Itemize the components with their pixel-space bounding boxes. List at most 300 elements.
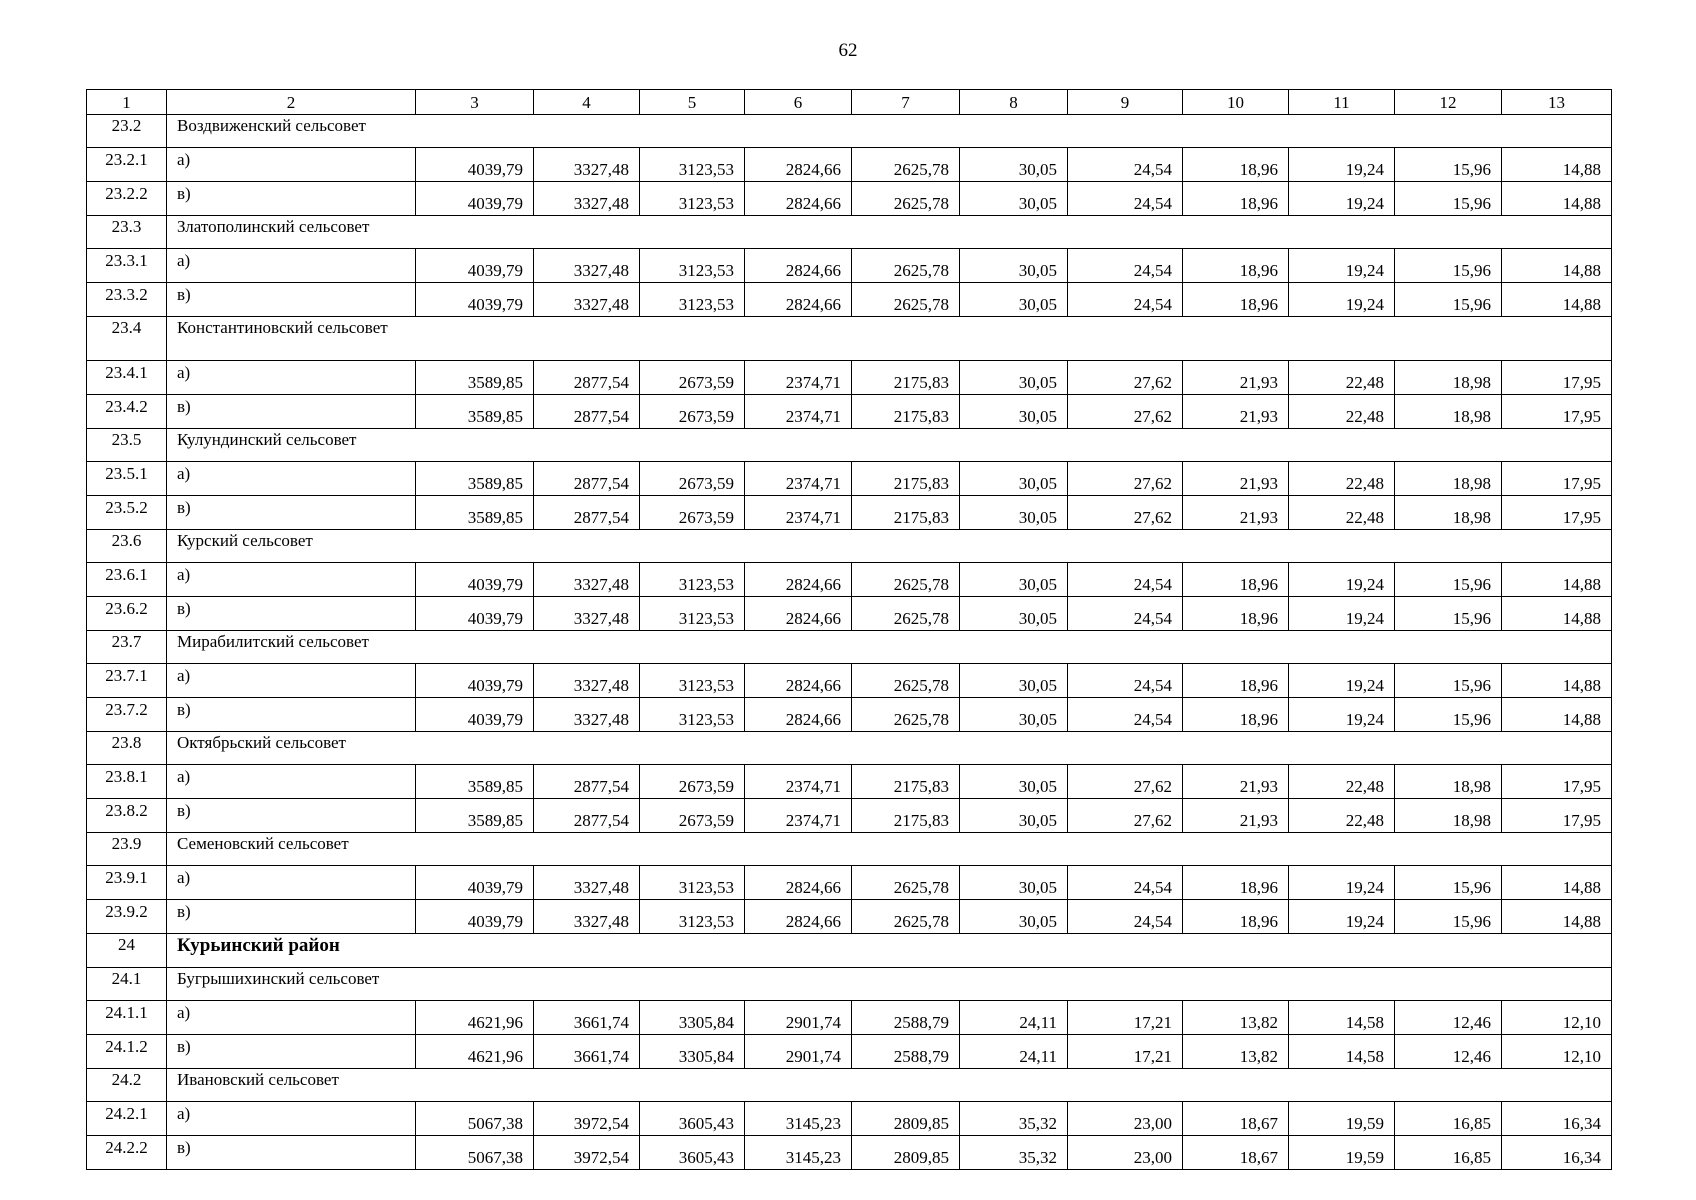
value-cell: 4039,79 [416,698,534,732]
value-cell: 4039,79 [416,283,534,317]
group-label: Семеновский сельсовет [167,833,1612,866]
row-code: 23.9 [87,833,167,866]
value-cell: 3123,53 [640,900,745,934]
row-label: а) [167,1102,416,1136]
value-cell: 21,93 [1183,496,1289,530]
group-label: Курьинский район [167,934,1612,968]
value-cell: 2877,54 [534,799,640,833]
table-row [87,249,1612,283]
column-header: 10 [1183,90,1289,115]
value-cell: 3327,48 [534,698,640,732]
value-cell: 3589,85 [416,799,534,833]
group-label: Мирабилитский сельсовет [167,631,1612,664]
value-cell: 3661,74 [534,1035,640,1069]
group-row [87,115,1612,148]
value-cell: 16,34 [1502,1102,1612,1136]
group-label: Златополинский сельсовет [167,216,1612,249]
row-label: а) [167,361,416,395]
value-cell: 15,96 [1395,866,1502,900]
value-cell: 2625,78 [852,563,960,597]
value-cell: 5067,38 [416,1102,534,1136]
value-cell: 2175,83 [852,799,960,833]
value-cell: 2824,66 [745,563,852,597]
value-cell: 15,96 [1395,698,1502,732]
value-cell: 2877,54 [534,765,640,799]
value-cell: 15,96 [1395,664,1502,698]
row-code: 23.9.1 [87,866,167,900]
table-row [87,900,1612,934]
value-cell: 21,93 [1183,361,1289,395]
value-cell: 3605,43 [640,1102,745,1136]
row-code: 23.4.1 [87,361,167,395]
value-cell: 2625,78 [852,597,960,631]
value-cell: 19,24 [1289,597,1395,631]
value-cell: 12,10 [1502,1035,1612,1069]
value-cell: 19,59 [1289,1136,1395,1170]
value-cell: 30,05 [960,395,1068,429]
value-cell: 21,93 [1183,799,1289,833]
value-cell: 16,85 [1395,1136,1502,1170]
header-row [87,90,1612,115]
table-row [87,1102,1612,1136]
table-row [87,1035,1612,1069]
row-code: 24.1.1 [87,1001,167,1035]
value-cell: 30,05 [960,597,1068,631]
table-row [87,698,1612,732]
table-row [87,799,1612,833]
value-cell: 2673,59 [640,462,745,496]
row-code: 24.1.2 [87,1035,167,1069]
value-cell: 3123,53 [640,148,745,182]
value-cell: 13,82 [1183,1035,1289,1069]
value-cell: 5067,38 [416,1136,534,1170]
value-cell: 18,96 [1183,698,1289,732]
value-cell: 2901,74 [745,1035,852,1069]
page-number: 62 [838,40,858,61]
value-cell: 22,48 [1289,765,1395,799]
table-row [87,664,1612,698]
value-cell: 14,88 [1502,249,1612,283]
value-cell: 24,54 [1068,698,1183,732]
row-code: 23.3.1 [87,249,167,283]
table-row [87,361,1612,395]
value-cell: 2809,85 [852,1136,960,1170]
value-cell: 24,54 [1068,249,1183,283]
value-cell: 3589,85 [416,361,534,395]
value-cell: 30,05 [960,698,1068,732]
value-cell: 30,05 [960,361,1068,395]
value-cell: 24,54 [1068,283,1183,317]
value-cell: 27,62 [1068,462,1183,496]
value-cell: 14,88 [1502,698,1612,732]
value-cell: 3661,74 [534,1001,640,1035]
value-cell: 3327,48 [534,597,640,631]
value-cell: 15,96 [1395,182,1502,216]
group-label: Бугрышихинский сельсовет [167,968,1612,1001]
value-cell: 2175,83 [852,462,960,496]
column-header: 5 [640,90,745,115]
column-header: 8 [960,90,1068,115]
row-code: 24.2.1 [87,1102,167,1136]
row-label: в) [167,182,416,216]
value-cell: 14,88 [1502,563,1612,597]
value-cell: 24,11 [960,1035,1068,1069]
table-body [87,90,1612,1170]
group-label: Кулундинский сельсовет [167,429,1612,462]
table-row [87,496,1612,530]
value-cell: 16,85 [1395,1102,1502,1136]
value-cell: 27,62 [1068,765,1183,799]
value-cell: 18,98 [1395,462,1502,496]
column-header: 13 [1502,90,1612,115]
value-cell: 2175,83 [852,361,960,395]
value-cell: 27,62 [1068,799,1183,833]
value-cell: 19,24 [1289,283,1395,317]
row-label: в) [167,900,416,934]
value-cell: 18,96 [1183,597,1289,631]
value-cell: 3123,53 [640,283,745,317]
value-cell: 2824,66 [745,866,852,900]
value-cell: 3123,53 [640,698,745,732]
value-cell: 2824,66 [745,900,852,934]
value-cell: 3123,53 [640,664,745,698]
value-cell: 17,95 [1502,765,1612,799]
value-cell: 24,54 [1068,597,1183,631]
group-label: Ивановский сельсовет [167,1069,1612,1102]
value-cell: 17,21 [1068,1035,1183,1069]
value-cell: 4621,96 [416,1035,534,1069]
row-code: 23.5.1 [87,462,167,496]
value-cell: 4039,79 [416,563,534,597]
row-code: 23.8.1 [87,765,167,799]
row-label: в) [167,496,416,530]
value-cell: 19,24 [1289,664,1395,698]
row-label: а) [167,765,416,799]
value-cell: 18,96 [1183,283,1289,317]
value-cell: 30,05 [960,900,1068,934]
value-cell: 2673,59 [640,799,745,833]
value-cell: 24,54 [1068,664,1183,698]
value-cell: 19,24 [1289,900,1395,934]
value-cell: 21,93 [1183,765,1289,799]
value-cell: 2374,71 [745,462,852,496]
value-cell: 4621,96 [416,1001,534,1035]
value-cell: 24,54 [1068,900,1183,934]
row-code: 23.2.2 [87,182,167,216]
value-cell: 22,48 [1289,395,1395,429]
value-cell: 2877,54 [534,496,640,530]
value-cell: 17,95 [1502,799,1612,833]
value-cell: 12,10 [1502,1001,1612,1035]
value-cell: 19,59 [1289,1102,1395,1136]
value-cell: 3589,85 [416,395,534,429]
value-cell: 21,93 [1183,395,1289,429]
value-cell: 2625,78 [852,182,960,216]
value-cell: 4039,79 [416,597,534,631]
row-code: 24.2.2 [87,1136,167,1170]
value-cell: 2824,66 [745,249,852,283]
group-row [87,833,1612,866]
value-cell: 24,54 [1068,866,1183,900]
value-cell: 3123,53 [640,182,745,216]
row-code: 23.3.2 [87,283,167,317]
value-cell: 3305,84 [640,1035,745,1069]
value-cell: 2824,66 [745,148,852,182]
value-cell: 2175,83 [852,765,960,799]
value-cell: 24,54 [1068,148,1183,182]
value-cell: 2673,59 [640,361,745,395]
value-cell: 35,32 [960,1102,1068,1136]
value-cell: 2374,71 [745,395,852,429]
value-cell: 30,05 [960,765,1068,799]
tariff-table [86,89,1612,1170]
value-cell: 3123,53 [640,597,745,631]
row-code: 23.6.1 [87,563,167,597]
value-cell: 3327,48 [534,900,640,934]
value-cell: 19,24 [1289,563,1395,597]
value-cell: 17,21 [1068,1001,1183,1035]
value-cell: 3327,48 [534,283,640,317]
value-cell: 17,95 [1502,496,1612,530]
value-cell: 4039,79 [416,148,534,182]
value-cell: 18,98 [1395,395,1502,429]
value-cell: 2824,66 [745,698,852,732]
group-label: Константиновский сельсовет [167,317,1612,361]
column-header: 12 [1395,90,1502,115]
value-cell: 2374,71 [745,765,852,799]
value-cell: 3972,54 [534,1102,640,1136]
value-cell: 15,96 [1395,597,1502,631]
table-row [87,395,1612,429]
value-cell: 3123,53 [640,563,745,597]
group-label: Курский сельсовет [167,530,1612,563]
value-cell: 3589,85 [416,496,534,530]
row-label: в) [167,395,416,429]
table-row [87,148,1612,182]
row-code: 23.5 [87,429,167,462]
row-label: в) [167,698,416,732]
row-label: а) [167,249,416,283]
value-cell: 18,67 [1183,1102,1289,1136]
column-header: 6 [745,90,852,115]
table-row [87,597,1612,631]
value-cell: 3589,85 [416,765,534,799]
value-cell: 15,96 [1395,563,1502,597]
value-cell: 18,98 [1395,799,1502,833]
row-label: а) [167,148,416,182]
row-code: 24.2 [87,1069,167,1102]
value-cell: 2673,59 [640,395,745,429]
value-cell: 23,00 [1068,1136,1183,1170]
column-header: 9 [1068,90,1183,115]
row-code: 23.4.2 [87,395,167,429]
group-label: Воздвиженский сельсовет [167,115,1612,148]
value-cell: 2625,78 [852,664,960,698]
group-row [87,317,1612,361]
value-cell: 22,48 [1289,462,1395,496]
value-cell: 14,88 [1502,148,1612,182]
value-cell: 30,05 [960,283,1068,317]
value-cell: 14,88 [1502,664,1612,698]
value-cell: 22,48 [1289,799,1395,833]
row-code: 23.5.2 [87,496,167,530]
value-cell: 2625,78 [852,283,960,317]
row-code: 24.1 [87,968,167,1001]
group-row [87,732,1612,765]
value-cell: 2673,59 [640,765,745,799]
value-cell: 3327,48 [534,148,640,182]
value-cell: 24,54 [1068,563,1183,597]
value-cell: 4039,79 [416,900,534,934]
value-cell: 12,46 [1395,1035,1502,1069]
value-cell: 16,34 [1502,1136,1612,1170]
value-cell: 27,62 [1068,496,1183,530]
value-cell: 18,67 [1183,1136,1289,1170]
value-cell: 18,96 [1183,182,1289,216]
column-header: 3 [416,90,534,115]
value-cell: 2824,66 [745,283,852,317]
value-cell: 15,96 [1395,283,1502,317]
value-cell: 2824,66 [745,182,852,216]
value-cell: 19,24 [1289,249,1395,283]
value-cell: 2809,85 [852,1102,960,1136]
value-cell: 19,24 [1289,698,1395,732]
value-cell: 2877,54 [534,361,640,395]
value-cell: 18,96 [1183,148,1289,182]
group-label: Октябрьский сельсовет [167,732,1612,765]
value-cell: 3145,23 [745,1136,852,1170]
value-cell: 2877,54 [534,462,640,496]
group-row [87,1069,1612,1102]
group-row [87,216,1612,249]
row-label: в) [167,597,416,631]
value-cell: 2824,66 [745,664,852,698]
column-header: 1 [87,90,167,115]
row-label: а) [167,462,416,496]
column-header: 2 [167,90,416,115]
value-cell: 3605,43 [640,1136,745,1170]
row-label: а) [167,664,416,698]
value-cell: 2824,66 [745,597,852,631]
row-code: 23.3 [87,216,167,249]
value-cell: 2374,71 [745,496,852,530]
value-cell: 30,05 [960,249,1068,283]
value-cell: 27,62 [1068,395,1183,429]
value-cell: 19,24 [1289,182,1395,216]
value-cell: 2901,74 [745,1001,852,1035]
value-cell: 4039,79 [416,664,534,698]
row-code: 23.4 [87,317,167,361]
value-cell: 4039,79 [416,249,534,283]
value-cell: 19,24 [1289,866,1395,900]
value-cell: 17,95 [1502,361,1612,395]
group-row [87,530,1612,563]
value-cell: 3972,54 [534,1136,640,1170]
group-row [87,631,1612,664]
value-cell: 3327,48 [534,866,640,900]
value-cell: 2625,78 [852,866,960,900]
value-cell: 15,96 [1395,148,1502,182]
row-code: 23.7.1 [87,664,167,698]
value-cell: 24,11 [960,1001,1068,1035]
row-label: в) [167,283,416,317]
row-code: 23.8 [87,732,167,765]
value-cell: 14,88 [1502,283,1612,317]
value-cell: 2877,54 [534,395,640,429]
value-cell: 15,96 [1395,900,1502,934]
table-row [87,765,1612,799]
row-code: 23.7.2 [87,698,167,732]
value-cell: 4039,79 [416,866,534,900]
value-cell: 18,96 [1183,563,1289,597]
value-cell: 3305,84 [640,1001,745,1035]
value-cell: 12,46 [1395,1001,1502,1035]
value-cell: 35,32 [960,1136,1068,1170]
value-cell: 2588,79 [852,1035,960,1069]
row-label: а) [167,1001,416,1035]
row-label: в) [167,799,416,833]
value-cell: 19,24 [1289,148,1395,182]
value-cell: 23,00 [1068,1102,1183,1136]
value-cell: 18,96 [1183,900,1289,934]
value-cell: 2625,78 [852,900,960,934]
table-row [87,283,1612,317]
row-label: а) [167,866,416,900]
row-label: а) [167,563,416,597]
row-code: 23.9.2 [87,900,167,934]
row-label: в) [167,1035,416,1069]
value-cell: 2673,59 [640,496,745,530]
value-cell: 4039,79 [416,182,534,216]
value-cell: 2625,78 [852,698,960,732]
table-row [87,182,1612,216]
value-cell: 2374,71 [745,361,852,395]
value-cell: 17,95 [1502,462,1612,496]
table-row [87,1001,1612,1035]
row-code: 23.8.2 [87,799,167,833]
column-header: 4 [534,90,640,115]
value-cell: 14,88 [1502,182,1612,216]
value-cell: 14,88 [1502,597,1612,631]
value-cell: 2175,83 [852,395,960,429]
value-cell: 3145,23 [745,1102,852,1136]
table-row [87,1136,1612,1170]
group-row [87,934,1612,968]
value-cell: 3123,53 [640,249,745,283]
value-cell: 21,93 [1183,462,1289,496]
row-code: 23.2.1 [87,148,167,182]
value-cell: 3327,48 [534,182,640,216]
value-cell: 3327,48 [534,664,640,698]
value-cell: 17,95 [1502,395,1612,429]
value-cell: 2175,83 [852,496,960,530]
value-cell: 13,82 [1183,1001,1289,1035]
value-cell: 24,54 [1068,182,1183,216]
value-cell: 18,98 [1395,496,1502,530]
value-cell: 2588,79 [852,1001,960,1035]
row-label: в) [167,1136,416,1170]
value-cell: 14,58 [1289,1001,1395,1035]
value-cell: 22,48 [1289,361,1395,395]
table-row [87,563,1612,597]
value-cell: 14,58 [1289,1035,1395,1069]
value-cell: 15,96 [1395,249,1502,283]
table-row [87,866,1612,900]
value-cell: 30,05 [960,664,1068,698]
value-cell: 30,05 [960,462,1068,496]
value-cell: 14,88 [1502,900,1612,934]
value-cell: 3123,53 [640,866,745,900]
